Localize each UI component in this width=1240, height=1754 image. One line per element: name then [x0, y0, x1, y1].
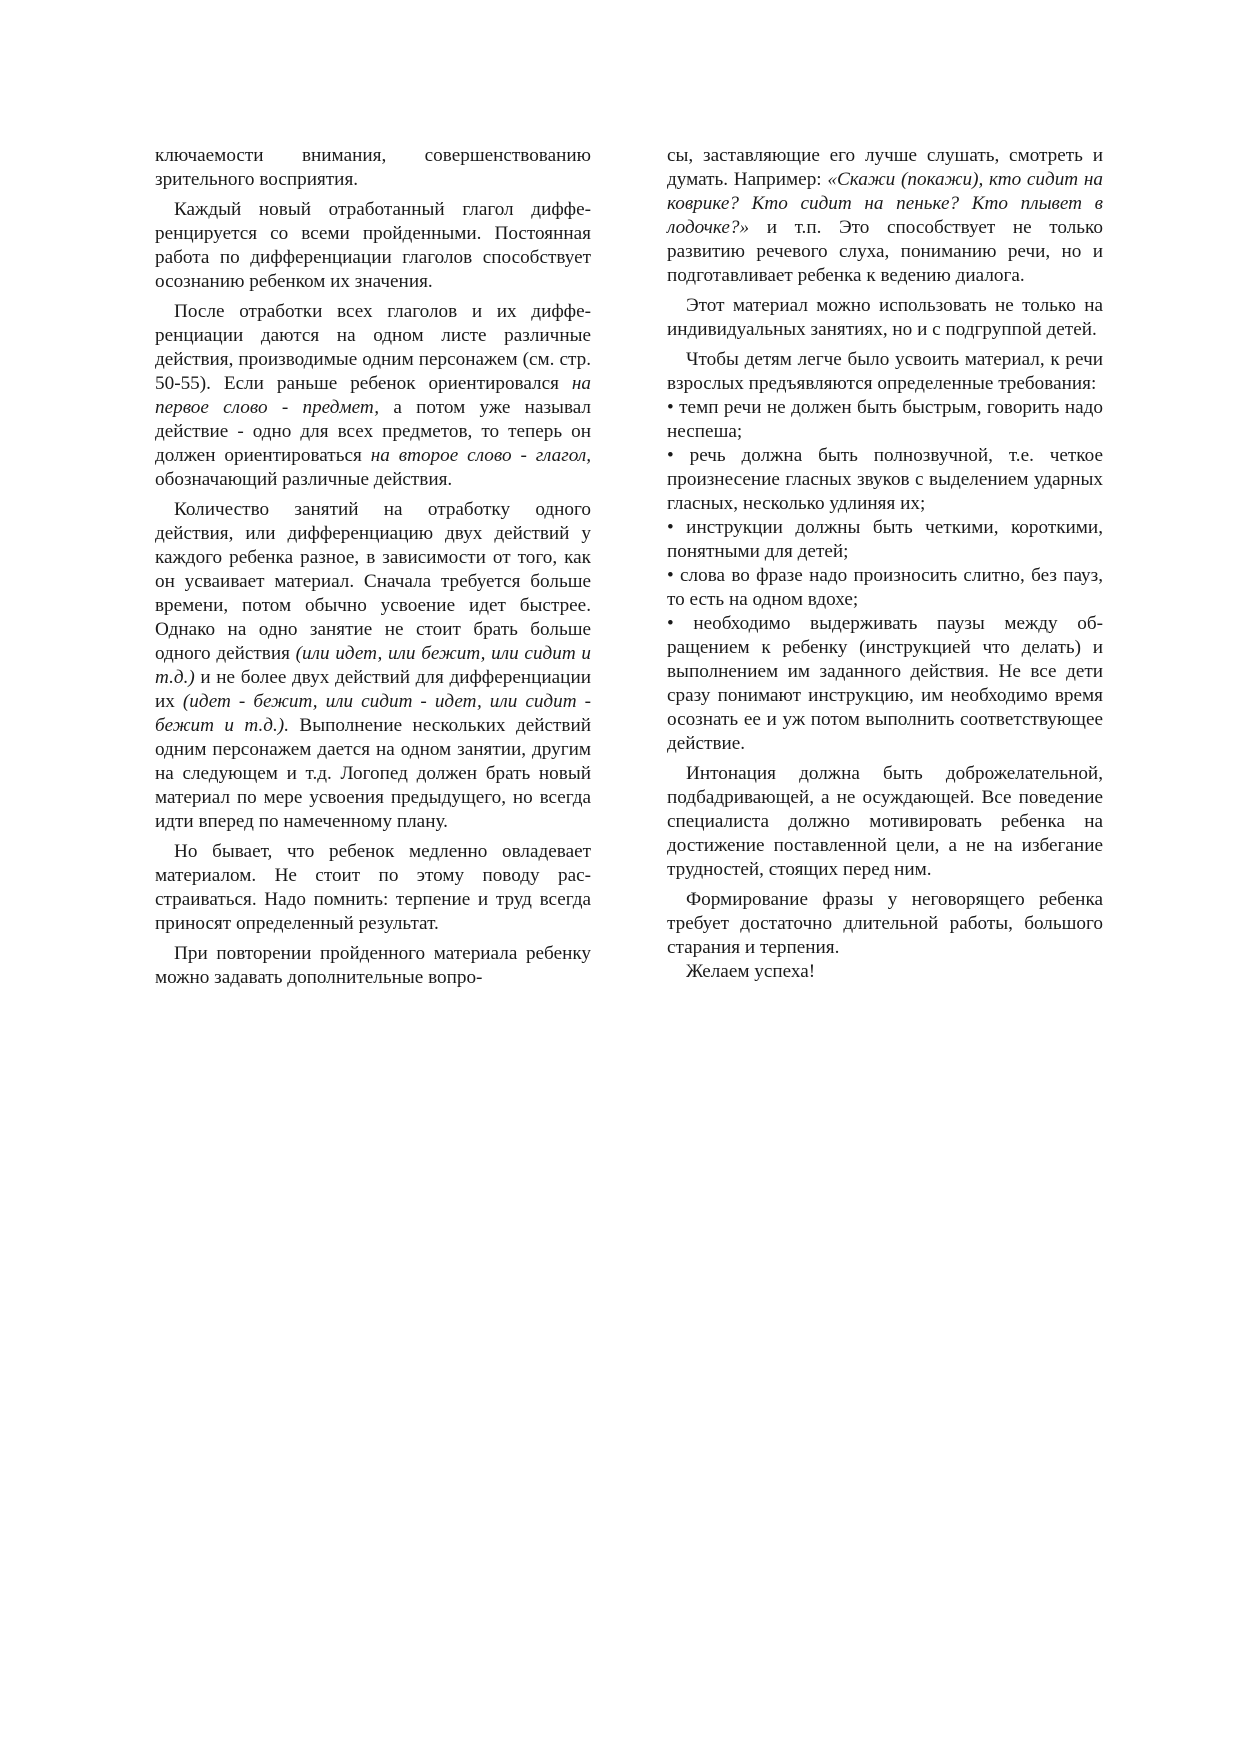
paragraph: Формирование фразы у неговорящего ребенка требует достаточно длительной работы, большого старания и терпения. — [667, 889, 1103, 958]
text-run: а потом уже называл действие - одно для всех предметов, то теперь он должен ориентироваться — [155, 397, 592, 466]
bullet-item — [667, 516, 1103, 564]
bullet-text: темп речи не должен быть быстрым, говорить надо неспеша; — [667, 397, 1104, 442]
italic-text-run: (идет - бежит, или сидит - идет, или сидит - бежит и т.д.). — [155, 691, 591, 736]
text-run: Выполнение нескольких действий одним персонажем дается на одном занятии, другим на следующем и т.д. Логопед должен брать новый материал по мере усвоения предыдущего, но всегда идти вперед по намеченному плану. — [155, 715, 591, 832]
bullet-icon: • — [667, 565, 674, 586]
paragraph — [667, 144, 1103, 288]
bullet-text: речь должна быть полнозвучной, т.е. четкое произнесение гласных звуков с выделением ударных гласных, несколько удлиняя их; — [667, 445, 1103, 514]
closing-line: Желаем успеха! — [686, 961, 816, 982]
text-run: Количество занятий на отработку одного действия, или дифференциацию двух действий у каждого ребенка разное, в зависимости от того, как он усваивает материал. Сначала требуется больше времени, потом обычно усвоение идет быстрее. Однако на одно занятие не стоит брать больше одного действия — [155, 499, 591, 664]
italic-text-run: на первое слово - предмет, — [155, 373, 591, 418]
bullet-icon: • — [667, 613, 674, 634]
paragraph: При повторении пройденного материала ребенку можно задавать дополнительные вопро- — [155, 943, 591, 988]
paragraph: Каждый новый отработанный глагол дифференцируется со всеми пройденными. Постоянная работа по дифференциации глаголов способствует осознанию ребенком их значения. — [155, 199, 591, 292]
text-run: После отработки всех глаголов и их дифференциации даются на одном листе различные действия, производимые одним персонажем (см. стр. 50-55). Если раньше ребенок ориентировался — [155, 301, 591, 394]
italic-text-run: «Скажи (покажи), кто сидит на коврике? Кто сидит на пеньке? Кто плывет в лодочке?» — [667, 169, 1103, 238]
bullet-icon: • — [667, 517, 674, 538]
paragraph: ключаемости внимания, совершенствованию зрительного восприятия. — [155, 145, 591, 190]
bullet-item — [667, 564, 1103, 612]
bullet-icon: • — [667, 445, 674, 466]
bullet-item — [667, 612, 1103, 756]
italic-text-run: (или идет, или бежит, или сидит и т.д.) — [155, 643, 591, 688]
text-run: сы, заставляющие его лучше слушать, смотреть и думать. Например: — [667, 145, 1103, 190]
bullet-item — [667, 396, 1103, 444]
bullet-icon: • — [667, 397, 674, 418]
text-run: обозначающий различные действия. — [155, 469, 453, 490]
bullet-text: необходимо выдерживать паузы между обращением к ребенку (инструкцией что делать) и выполнением им заданного действия. Не все дети сразу понимают инструкцию, им необходимо время осознать ее и уж потом выполнить соответствующее действие. — [667, 613, 1103, 754]
paragraph — [155, 498, 591, 834]
right-column — [667, 144, 1103, 990]
paragraph: Но бывает, что ребенок медленно овладевает материалом. Не стоит по этому поводу расстраиваться. Надо помнить: терпение и труд всегда приносят определенный результат. — [155, 841, 591, 934]
paragraph: Чтобы детям легче было усвоить материал, к речи взрослых предъявляются определенные требования: — [667, 349, 1103, 394]
text-run: и т.п. Это способствует не только развитию речевого слуха, пониманию речи, но и подготавливает ребенка к ведению диалога. — [667, 217, 1103, 286]
bullet-item — [667, 444, 1103, 516]
paragraph: Этот материал можно использовать не только на индивидуальных занятиях, но и с подгруппой детей. — [667, 295, 1103, 340]
paragraph: Интонация должна быть доброжелательной, подбадривающей, а не осуждающей. Все поведение специалиста должно мотивировать ребенка на достижение поставленной цели, а не на избегание трудностей, стоящих перед ним. — [667, 763, 1103, 880]
text-run: и не более двух действий для дифференциации их — [155, 667, 591, 712]
bullet-text: инструкции должны быть четкими, короткими, понятными для детей; — [667, 517, 1103, 562]
left-column — [155, 144, 591, 996]
bullet-text: слова во фразе надо произносить слитно, без пауз, то есть на одном вдохе; — [667, 565, 1103, 610]
paragraph — [155, 300, 591, 492]
italic-text-run: на второе слово - глагол, — [370, 445, 591, 466]
